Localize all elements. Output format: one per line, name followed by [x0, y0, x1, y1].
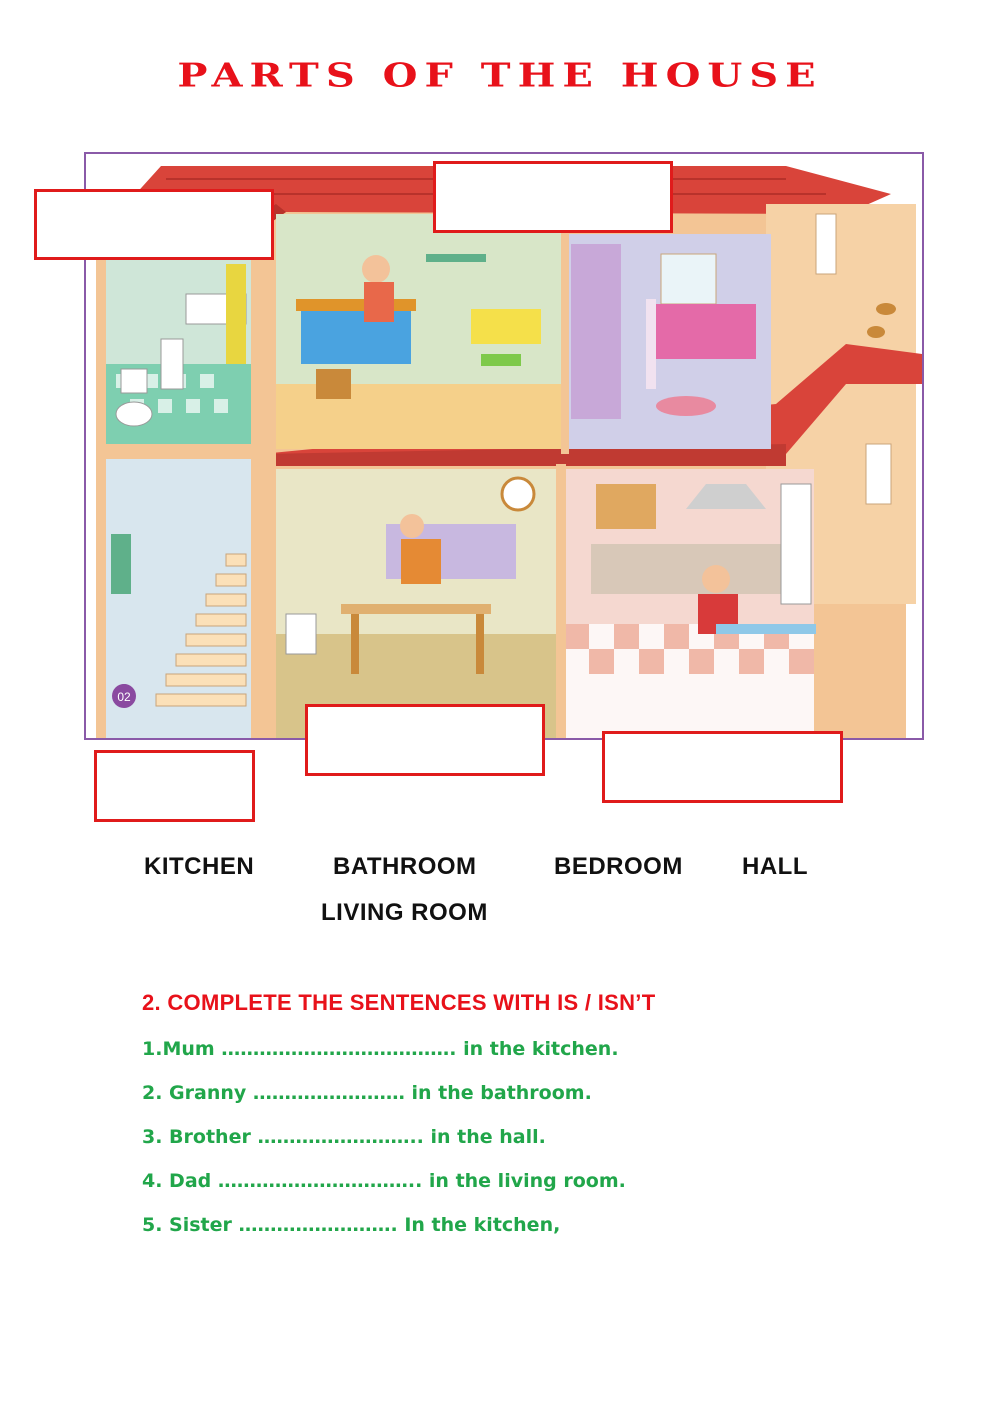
answer-box-bathroom[interactable] — [34, 189, 274, 260]
answer-box-living-room[interactable] — [305, 704, 545, 776]
svg-text:02: 02 — [117, 690, 131, 704]
word-living-room: LIVING ROOM — [321, 899, 488, 926]
word-bathroom: BATHROOM — [333, 853, 477, 880]
sentence-1: 1.Mum ………………………………. in the kitchen. — [142, 1038, 619, 1060]
answer-box-hall[interactable] — [94, 750, 255, 822]
illustration-badge — [112, 684, 136, 708]
sentence-5: 5. Sister ……………………. In the kitchen, — [142, 1214, 561, 1236]
exercise-heading: 2. COMPLETE THE SENTENCES WITH IS / ISN’T — [142, 990, 656, 1015]
word-bedroom: BEDROOM — [554, 853, 683, 880]
word-hall: HALL — [742, 853, 808, 880]
sentence-4: 4. Dad ………………………….. in the living room. — [142, 1170, 626, 1192]
page-title: PARTS OF THE HOUSE — [177, 56, 823, 95]
answer-box-kitchen[interactable] — [602, 731, 843, 803]
word-kitchen: KITCHEN — [144, 853, 255, 880]
sentence-2: 2. Granny …………………… in the bathroom. — [142, 1082, 592, 1104]
answer-box-bedroom[interactable] — [433, 161, 673, 233]
sentence-3: 3. Brother …………………….. in the hall. — [142, 1126, 546, 1148]
